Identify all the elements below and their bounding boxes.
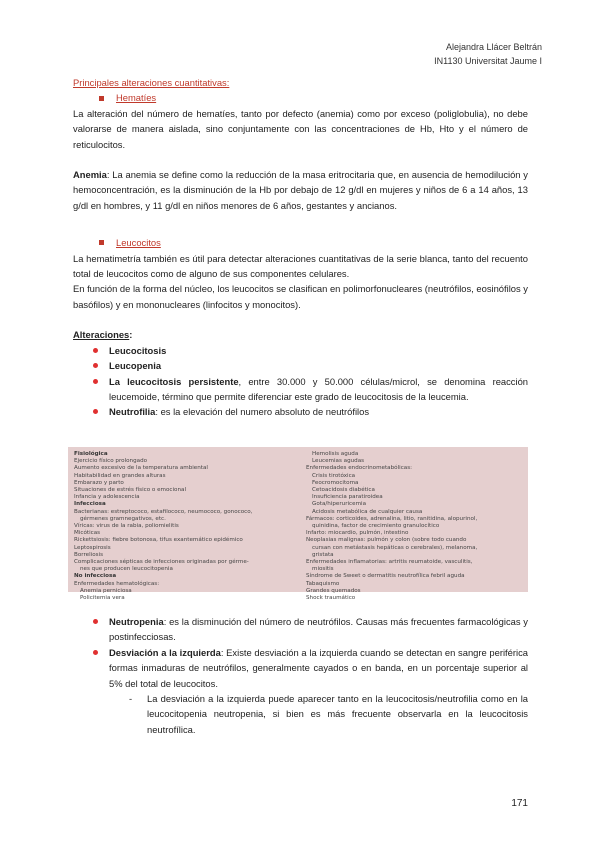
table-cell: miositis [312, 566, 334, 573]
item-text: : Existe desviación a la izquierda cuando se detectan en sangre periférica formas inmaduras de neutrófilos, generalmente cayados o en banda, en un porcentaje superior al 5% del total de leucocitos. [109, 646, 528, 689]
table-cell: Complicaciones sépticas de infecciones originadas por gérme- [74, 559, 249, 566]
table-cell: Cetoacidosis diabética [312, 487, 375, 494]
table-cell: cursan con metástasis hepáticas o cerebrales), melanoma, [312, 544, 478, 551]
course-name: IN1130 Universitat Jaume I [434, 56, 542, 66]
table-cell: Leptospirosis [74, 544, 111, 551]
page-header [434, 40, 542, 68]
anemia-text: : La anemia se define como la reducción de la masa eritrocitaria que, en ausencia de hemodilución y hemoconcentración, es la disminución de la Hb por debajo de 12 g/dl en mujeres y niños de 6 a 14 años, 13 g/dl en hombres, y 11 g/dl en niños menores de 6 años, gestantes y ancianos. [73, 169, 528, 211]
table-cell: Infecciosa [74, 501, 106, 508]
table-left-column [74, 451, 252, 602]
table-cell: Crisis tirotóxica [312, 472, 356, 479]
table-cell: Leucemias agudas [312, 458, 365, 465]
list-item [73, 374, 528, 405]
anemia-label: Anemia [73, 169, 107, 181]
table-cell: Fisiológica [74, 451, 108, 457]
table-cell: Grandes quemados [306, 587, 361, 594]
table-cell: Enfermedades endocrinometabólicas: [306, 465, 412, 472]
hematies-paragraph: La alteración del número de hematíes, tanto por defecto (anemia) como por exceso (poliglobulia), no debe valorarse de manera aislada, sino conjuntamente con las concentraciones de Hb, Hto y el número de reticulocitos. [73, 107, 528, 150]
table-cell: Neoplasias malignas: pulmón y colon (sobre todo cuando [306, 537, 467, 544]
table-right-column [306, 451, 477, 602]
table-cell: Shock traumático [306, 595, 356, 602]
item-label: La leucocitosis persistente [109, 375, 239, 387]
table-cell: Borreliosis [74, 551, 103, 558]
table-cell: Bacterianas: estreptococo, estafilococo, neumococo, gonococo, [74, 508, 253, 515]
author-name: Alejandra Llácer Beltrán [445, 42, 542, 52]
table-cell: Gota/hiperuricemia [312, 501, 367, 508]
leucocitos-paragraph-1: La hematimetría también es útil para detectar alteraciones cuantitativas de la serie blanca, tanto del recuento total de leucocitos como de alguno de sus componentes celulares. [73, 252, 528, 280]
list-item [73, 645, 528, 691]
leucocitos-title: Leucocitos [116, 237, 161, 249]
after-list [73, 614, 528, 691]
table-cell: Hemolisis aguda [312, 451, 359, 457]
item-text: : es la disminución del número de neutrófilos. Causas más frecuentes farmacológicas y postinfecciosas. [109, 616, 528, 643]
table-cell: gérmenes gramnegativos, etc. [80, 515, 166, 522]
table-cell: Feocromocitoma [312, 479, 359, 486]
square-bullet-icon [99, 240, 104, 245]
anemia-paragraph [73, 167, 528, 213]
table-cell: Micóticas [74, 530, 101, 537]
table-cell: Acidosis metabólica de cualquier causa [312, 508, 423, 515]
table-cell: Policitemia vera [80, 595, 125, 602]
table-cell: Síndrome de Sweet o dermatitis neutrofílica febril aguda [306, 573, 465, 580]
table-cell: Aumento excesivo de la temperatura ambiental [74, 465, 208, 472]
alteraciones-list [73, 343, 528, 420]
table-cell: Enfermedades inflamatorias: artritis reumatoide, vasculitis, [306, 559, 473, 566]
table-cell: Anemia perniciosa [80, 587, 132, 594]
hematies-title: Hematíes [116, 92, 157, 104]
alteraciones-title: Alteraciones [73, 329, 130, 341]
table-cell: quinidina, factor de crecimiento granulocítico [312, 523, 440, 530]
list-item [73, 343, 528, 358]
table-cell: Ejercicio físico prolongado [74, 458, 148, 465]
list-item [73, 358, 528, 373]
table-cell: Fármacos: corticoides, adrenalina, litio, ranitidina, alopurinol, [306, 515, 478, 522]
table-cell: Rickettsiosis: fiebre botonosa, tifus exantemático epidémico [74, 537, 243, 544]
main-content [73, 75, 528, 420]
table-cell: Infancia y adolescencia [74, 494, 140, 501]
item-label: Desviación a la izquierda [109, 646, 221, 658]
table-cell: Habitabilidad en grandes alturas [74, 472, 166, 479]
table-cell: Tabaquismo [306, 580, 340, 587]
section-title: Principales alteraciones cuantitativas: [73, 77, 230, 88]
after-table-content [73, 614, 528, 737]
list-item [73, 404, 528, 419]
item-text: , entre 30.000 y 50.000 células/microl, se denomina reacción leucemoide, término que permite diferenciar este grado de leucocitosis de la leucemia. [109, 375, 529, 402]
subsection-leucocitos [99, 235, 528, 250]
table-cell: Víricas: virus de la rabia, poliomielitis [74, 523, 179, 530]
list-item [73, 614, 528, 645]
leucocitos-paragraph-2: En función de la forma del núcleo, los leucocitos se clasifican en polimorfonucleares (neutrófilos, eosinófilos y basófilos) y en mononucleares (linfocitos y monocitos). [73, 283, 528, 310]
item-label: Neutrofilia [109, 406, 156, 418]
neutrofilia-causes-table [68, 447, 528, 602]
page-number: 171 [511, 798, 528, 809]
table-cell: nes que producen leucocitopenia [80, 566, 173, 573]
square-bullet-icon [99, 96, 104, 101]
table-cell: No infecciosa [74, 573, 117, 580]
dash-item: - La desviación a la izquierda puede aparecer tanto en la leucocitosis/neutrofilia como en la leucocitopenia neutropenia, si bien es más frecuente observarla en la leucocitosis neutrofílica. [73, 691, 528, 737]
table-cell: Situaciones de estrés físico o emocional [74, 487, 186, 494]
item-label: Leucopenia [109, 360, 162, 372]
item-label: Neutropenia [109, 616, 164, 627]
item-label: Leucocitosis [109, 344, 167, 356]
table-cell: Embarazo y parto [74, 479, 124, 486]
table-cell: Infarto: miocardio, pulmón, intestino [306, 530, 409, 537]
table-cell: Insuficiencia paratiroidea [312, 494, 383, 501]
subsection-hematies [99, 90, 528, 105]
alteraciones-heading: Alteraciones: [73, 329, 133, 341]
item-text: : es la elevación del numero absoluto de neutrófilos [155, 406, 370, 418]
table-cell: gristata [312, 551, 334, 558]
table-cell: Enfermedades hematológicas: [74, 580, 160, 587]
